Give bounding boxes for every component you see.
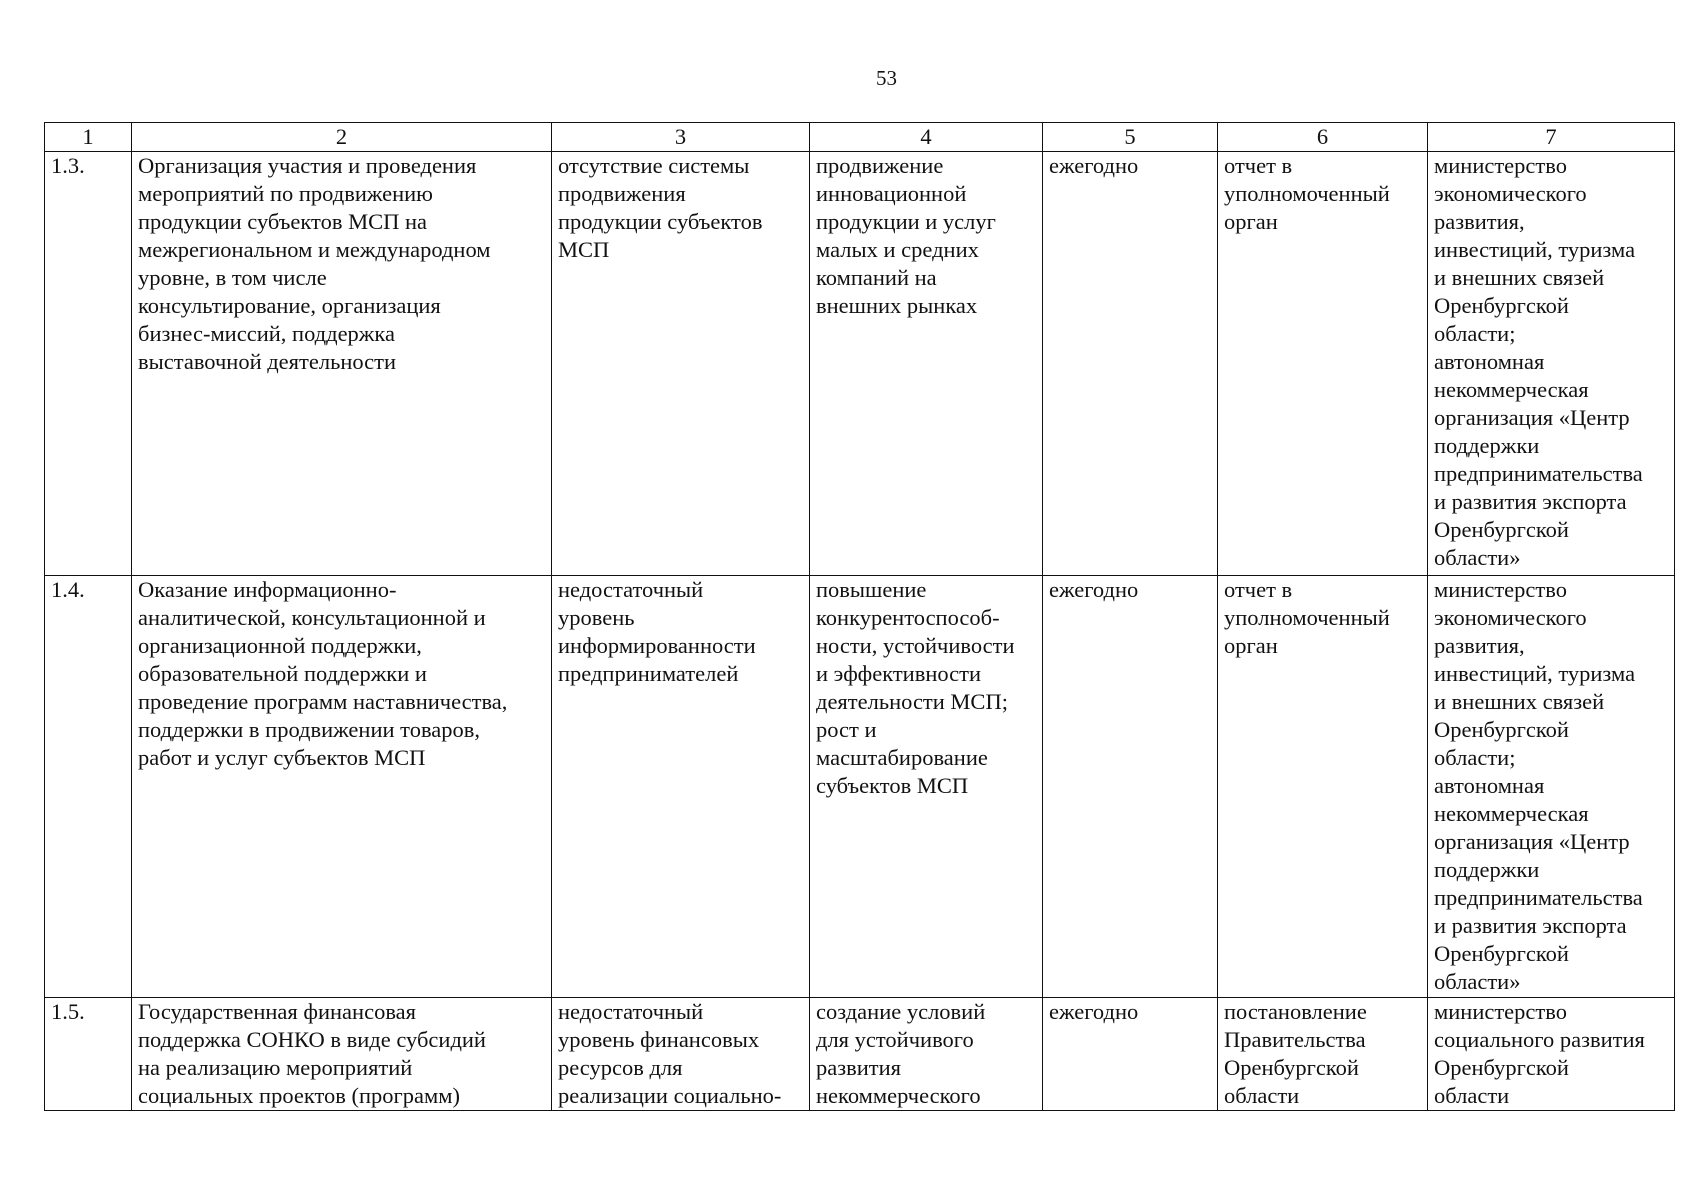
page-number: 53: [876, 66, 897, 90]
header-cell-col-1: 1: [45, 123, 132, 152]
row-number-cell: 1.4.: [45, 576, 132, 998]
header-cell-col-7: 7: [1428, 123, 1675, 152]
executor-cell: министерство экономического развития, инвестиций, туризма и внешних связей Оренбургской области; автономная некоммерческая организация «Центр поддержки предпринимательства и развития экспорта Оренбургской области»: [1428, 152, 1675, 576]
executor-cell: министерство экономического развития, инвестиций, туризма и внешних связей Оренбургской области; автономная некоммерческая организация «Центр поддержки предпринимательства и развития экспорта Оренбургской области»: [1428, 576, 1675, 998]
problem-cell: недостаточный уровень финансовых ресурсов для реализации социально-: [552, 998, 810, 1111]
table-row: [45, 998, 1675, 1111]
problem-cell: отсутствие системы продвижения продукции субъектов МСП: [552, 152, 810, 576]
period-cell: ежегодно: [1043, 998, 1218, 1111]
table-row: [45, 152, 1675, 576]
activity-cell: Оказание информационно- аналитической, консультационной и организационной поддержки, образовательной поддержки и проведение программ наставничества, поддержки в продвижении товаров, работ и услуг субъектов МСП: [132, 576, 552, 998]
result-cell: создание условий для устойчивого развития некоммерческого: [810, 998, 1043, 1111]
period-cell: ежегодно: [1043, 576, 1218, 998]
row-number-cell: 1.3.: [45, 152, 132, 576]
activity-cell: Организация участия и проведения мероприятий по продвижению продукции субъектов МСП на межрегиональном и международном уровне, в том числе консультирование, организация бизнес-миссий, поддержка выставочной деятельности: [132, 152, 552, 576]
header-cell-col-5: 5: [1043, 123, 1218, 152]
problem-cell: недостаточный уровень информированности предпринимателей: [552, 576, 810, 998]
header-cell-col-2: 2: [132, 123, 552, 152]
result-cell: продвижение инновационной продукции и услуг малых и средних компаний на внешних рынках: [810, 152, 1043, 576]
executor-cell: министерство социального развития Оренбургской области: [1428, 998, 1675, 1111]
header-row: [45, 123, 1675, 152]
activity-cell: Государственная финансовая поддержка СОНКО в виде субсидий на реализацию мероприятий социальных проектов (программ): [132, 998, 552, 1111]
measures-table: [44, 122, 1675, 1111]
document-cell: постановление Правительства Оренбургской области: [1218, 998, 1428, 1111]
table-row: [45, 576, 1675, 998]
header-cell-col-6: 6: [1218, 123, 1428, 152]
row-number-cell: 1.5.: [45, 998, 132, 1111]
result-cell: повышение конкурентоспособ- ности, устойчивости и эффективности деятельности МСП; рост и масштабирование субъектов МСП: [810, 576, 1043, 998]
document-cell: отчет в уполномоченный орган: [1218, 576, 1428, 998]
header-cell-col-3: 3: [552, 123, 810, 152]
document-cell: отчет в уполномоченный орган: [1218, 152, 1428, 576]
period-cell: ежегодно: [1043, 152, 1218, 576]
header-cell-col-4: 4: [810, 123, 1043, 152]
